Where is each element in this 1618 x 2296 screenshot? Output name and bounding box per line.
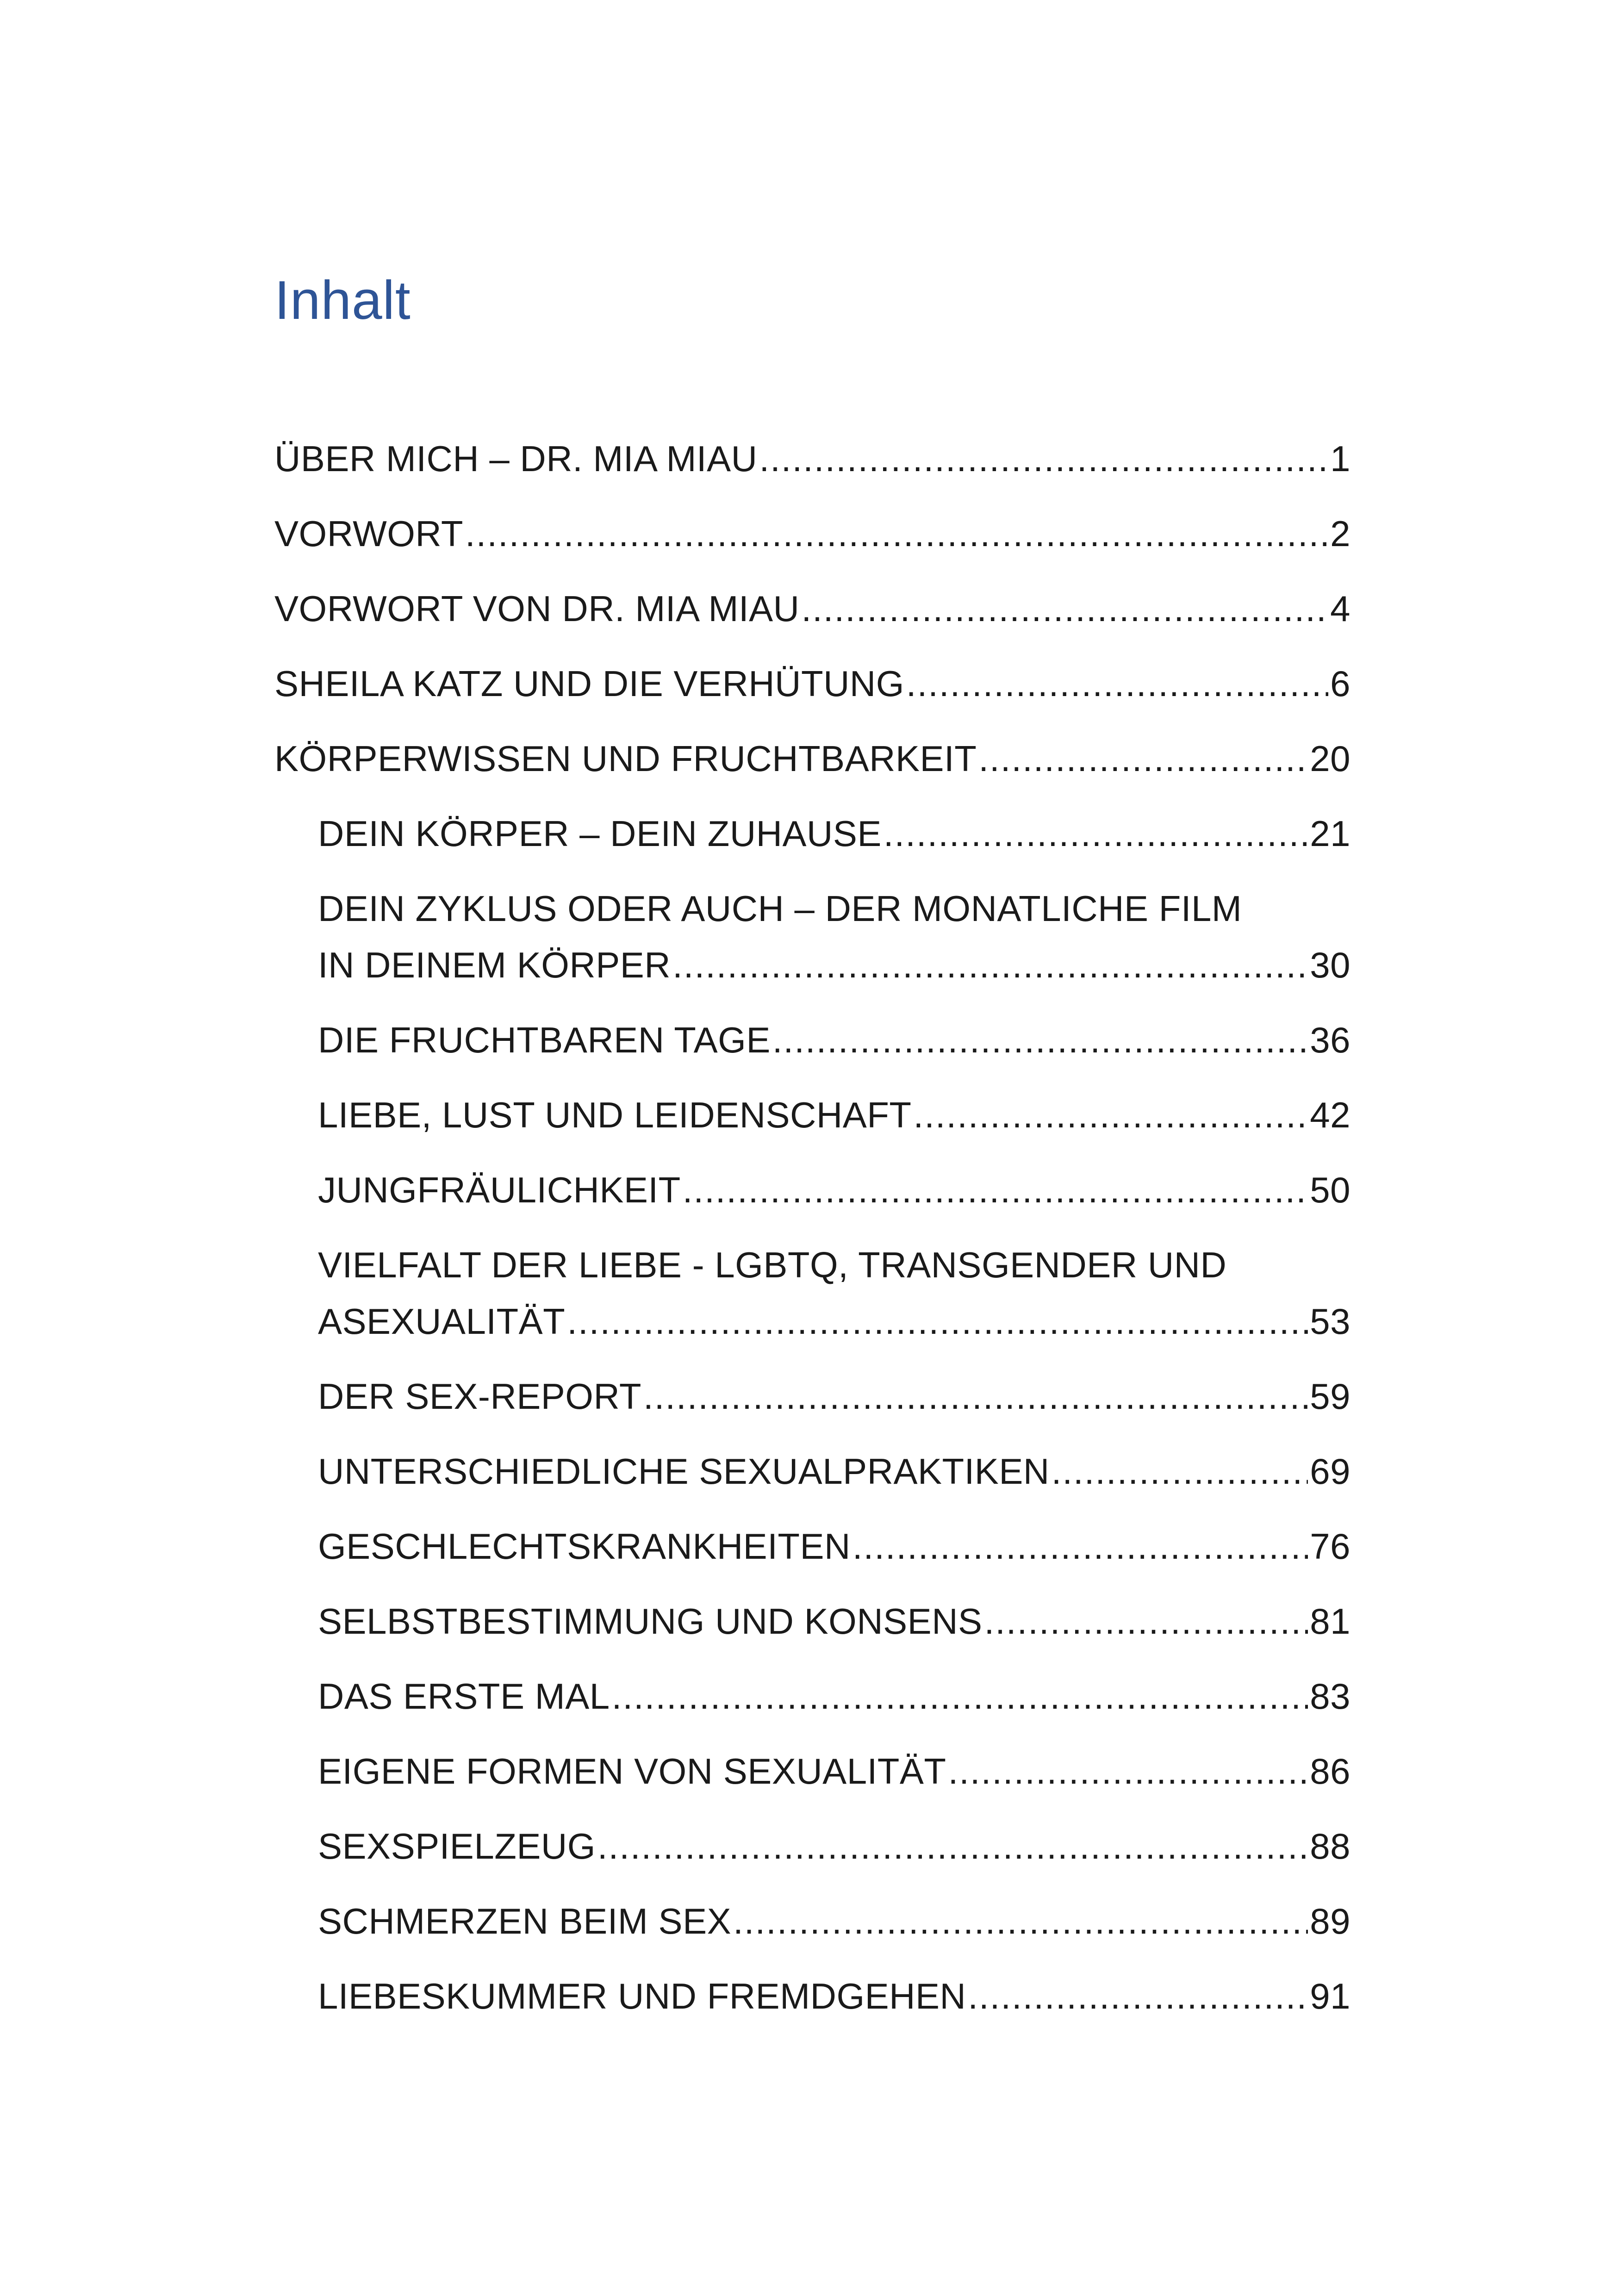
toc-subentry[interactable] [274,1443,1350,1500]
toc-entry-page: 88 [1310,1826,1350,1867]
toc-entry-title: LIEBESKUMMER UND FREMDGEHEN [318,1976,966,2016]
toc-entry-title: IN DEINEM KÖRPER [318,945,671,985]
dot-leader [968,1968,1308,2024]
dot-leader [465,505,1328,562]
toc-subentry[interactable] [274,805,1350,862]
dot-leader [853,1518,1308,1574]
toc-entry[interactable] [274,655,1350,712]
toc-entry[interactable] [274,430,1350,487]
toc-entry-title: DEIN KÖRPER – DEIN ZUHAUSE [318,813,882,854]
toc-entry-page: 20 [1310,738,1350,779]
toc-entry-title: JUNGFRÄULICHKEIT [318,1170,681,1210]
toc-subentry[interactable] [274,1162,1350,1218]
toc-entry-title: SCHMERZEN BEIM SEX [318,1901,732,1941]
dot-leader [772,1012,1308,1068]
toc-entry-title: UNTERSCHIEDLICHE SEXUALPRAKTIKEN [318,1451,1050,1492]
toc-entry[interactable] [274,580,1350,637]
toc-entry-page: 6 [1330,663,1350,704]
toc-entry-page: 53 [1310,1301,1350,1342]
table-of-contents [274,430,1350,2043]
toc-subentry[interactable] [274,1818,1350,1874]
toc-entry-page: 36 [1310,1020,1350,1060]
toc-heading: Inhalt [274,270,411,331]
toc-subentry[interactable] [274,880,1350,993]
toc-entry-page: 76 [1310,1526,1350,1567]
dot-leader [978,730,1308,787]
toc-entry-title: SEXSPIELZEUG [318,1826,596,1867]
toc-entry-title: KÖRPERWISSEN UND FRUCHTBARKEIT [274,738,977,779]
dot-leader [759,430,1328,487]
dot-leader [884,805,1308,862]
toc-entry-page: 50 [1310,1170,1350,1210]
toc-entry-page: 42 [1310,1095,1350,1135]
toc-entry-page: 89 [1310,1901,1350,1941]
toc-entry-page: 1 [1330,438,1350,479]
toc-entry-title: LIEBE, LUST UND LEIDENSCHAFT [318,1095,912,1135]
toc-entry-title: DAS ERSTE MAL [318,1676,610,1717]
toc-entry-title: SELBSTBESTIMMUNG UND KONSENS [318,1601,983,1642]
toc-subentry[interactable] [274,1012,1350,1068]
dot-leader [914,1087,1308,1143]
dot-leader [643,1368,1308,1425]
toc-entry-page: 81 [1310,1601,1350,1642]
toc-entry-page: 59 [1310,1376,1350,1417]
dot-leader [672,937,1308,993]
dot-leader [733,1893,1308,1949]
toc-entry-title: DER SEX-REPORT [318,1376,642,1417]
toc-entry-title: EIGENE FORMEN VON SEXUALITÄT [318,1751,946,1792]
dot-leader [948,1743,1308,1799]
toc-subentry[interactable] [274,1668,1350,1724]
toc-entry-page: 30 [1310,945,1350,985]
dot-leader [683,1162,1308,1218]
toc-entry[interactable] [274,730,1350,787]
toc-entry-title: ÜBER MICH – DR. MIA MIAU [274,438,758,479]
toc-entry-title: SHEILA KATZ UND DIE VERHÜTUNG [274,663,904,704]
toc-entry-title: GESCHLECHTSKRANKHEITEN [318,1526,851,1567]
toc-subentry[interactable] [274,1087,1350,1143]
dot-leader [801,580,1328,637]
toc-entry-title-line1: VIELFALT DER LIEBE - LGBTQ, TRANSGENDER UND [318,1244,1227,1285]
toc-subentry[interactable] [274,1968,1350,2024]
toc-entry-title: VORWORT [274,513,463,554]
toc-entry-page: 21 [1310,813,1350,854]
toc-entry-page: 2 [1330,513,1350,554]
dot-leader [906,655,1328,712]
toc-entry-title: VORWORT VON DR. MIA MIAU [274,588,800,629]
toc-entry-page: 4 [1330,588,1350,629]
toc-subentry[interactable] [274,1518,1350,1574]
toc-subentry[interactable] [274,1368,1350,1425]
toc-subentry[interactable] [274,1237,1350,1350]
toc-subentry[interactable] [274,1593,1350,1649]
toc-entry-title-line1: DEIN ZYKLUS ODER AUCH – DER MONATLICHE FILM [318,888,1242,929]
dot-leader [1052,1443,1308,1500]
toc-entry-title: ASEXUALITÄT [318,1301,566,1342]
toc-entry-page: 69 [1310,1451,1350,1492]
dot-leader [597,1818,1308,1874]
toc-subentry[interactable] [274,1893,1350,1949]
toc-entry-page: 86 [1310,1751,1350,1792]
dot-leader [567,1293,1308,1350]
dot-leader [612,1668,1308,1724]
toc-entry-page: 91 [1310,1976,1350,2016]
toc-entry[interactable] [274,505,1350,562]
toc-entry-title: DIE FRUCHTBAREN TAGE [318,1020,771,1060]
toc-subentry[interactable] [274,1743,1350,1799]
dot-leader [984,1593,1308,1649]
toc-entry-page: 83 [1310,1676,1350,1717]
